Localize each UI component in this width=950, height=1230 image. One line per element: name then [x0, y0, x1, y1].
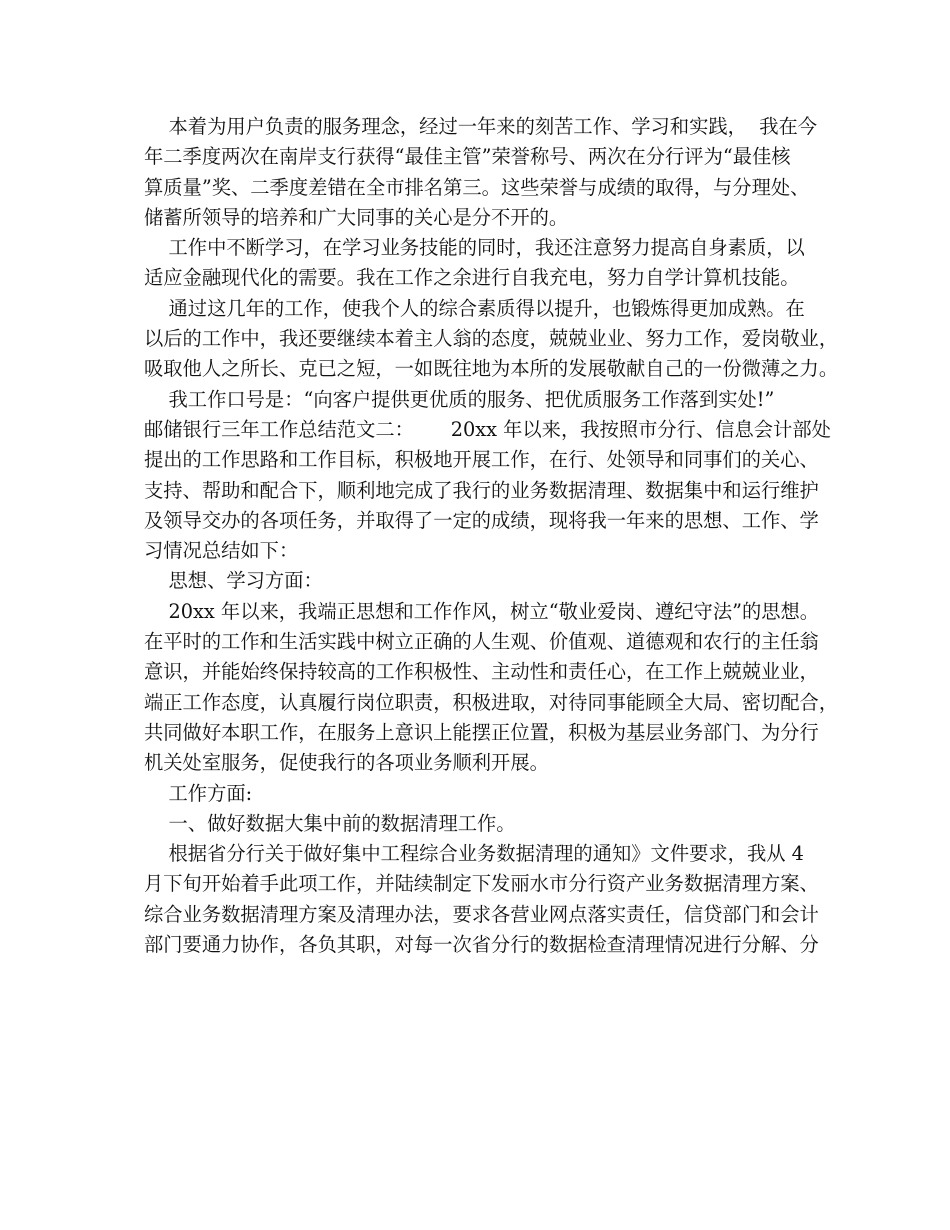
text-line: 及领导交办的各项任务，并取得了一定的成绩，现将我一年来的思想、工作、学: [144, 508, 819, 532]
text-line: 支持、帮助和配合下，顺利地完成了我行的业务数据清理、数据集中和运行维护: [144, 478, 819, 502]
text-line: 工作方面:: [144, 781, 253, 805]
text-line: 本着为用户负责的服务理念，经过一年来的刻苦工作、学习和实践， 我在今: [144, 115, 818, 138]
text-line: 思想、学习方面：: [144, 569, 323, 593]
text-line: 20xx 年以来，我端正思想和工作作风，树立“敬业爱岗、遵纪守法”的思想。: [144, 599, 820, 623]
text-line: 算质量”奖、二季度差错在全市排名第三。这些荣誉与成绩的取得，与分理处、: [144, 175, 810, 199]
text-line: 通过这几年的工作，使我个人的综合素质得以提升，也锻炼得更加成熟。在: [144, 296, 805, 320]
text-line: 部门要通力协作，各负其职，对每一次省分行的数据检查清理情况进行分解、分: [144, 933, 819, 957]
text-line: 我工作口号是：“向客户提供更优质的服务、把优质服务工作落到实处!”: [144, 387, 775, 411]
text-line: 以后的工作中，我还要继续本着主人翁的态度，兢兢业业、努力工作，爱岗敬业，: [144, 327, 839, 351]
text-line: 邮储银行三年工作总结范文二： 20xx 年以来，我按照市分行、信息会计部处: [144, 417, 831, 441]
text-line: 机关处室服务，促使我行的各项业务顺利开展。: [144, 751, 549, 775]
text-line: 根据省分行关于做好集中工程综合业务数据清理的通知》文件要求，我从 4: [144, 842, 804, 866]
text-line: 吸取他人之所长、克已之短，一如既往地为本所的发展敬献自己的一份微薄之力。: [144, 357, 839, 381]
text-line: 习情况总结如下：: [144, 539, 299, 563]
document-body: [144, 112, 839, 960]
text-line: 在平时的工作和生活实践中树立正确的人生观、价值观、道德观和农行的主任翁: [144, 630, 819, 654]
text-line: 意识，并能始终保持较高的工作积极性、主动性和责任心，在工作上兢兢业业，: [144, 660, 819, 684]
text-line: 储蓄所领导的培养和广大同事的关心是分不开的。: [144, 205, 569, 229]
text-line: 提出的工作思路和工作目标，积极地开展工作，在行、处领导和同事们的关心、: [144, 448, 819, 472]
text-line: 一、做好数据大集中前的数据清理工作。: [144, 811, 516, 835]
text-line: 共同做好本职工作，在服务上意识上能摆正位置，积极为基层业务部门、为分行: [144, 720, 819, 744]
text-line: 综合业务数据清理方案及清理办法，要求各营业网点落实责任，信贷部门和会计: [144, 902, 819, 926]
text-line: 年二季度两次在南岸支行获得“最佳主管”荣誉称号、两次在分行评为“最佳核: [144, 145, 791, 169]
text-line: 工作中不断学习，在学习业务技能的同时，我还注意努力提高自身素质，以: [144, 236, 805, 260]
text-line: 月下旬开始着手此项工作，并陆续制定下发丽水市分行资产业务数据清理方案、: [144, 872, 819, 896]
text-line: 适应金融现代化的需要。我在工作之余进行自我充电，努力自学计算机技能。: [144, 266, 800, 290]
text-line: 端正工作态度，认真履行岗位职责，积极进取，对待同事能顾全大局、密切配合，: [144, 690, 839, 714]
